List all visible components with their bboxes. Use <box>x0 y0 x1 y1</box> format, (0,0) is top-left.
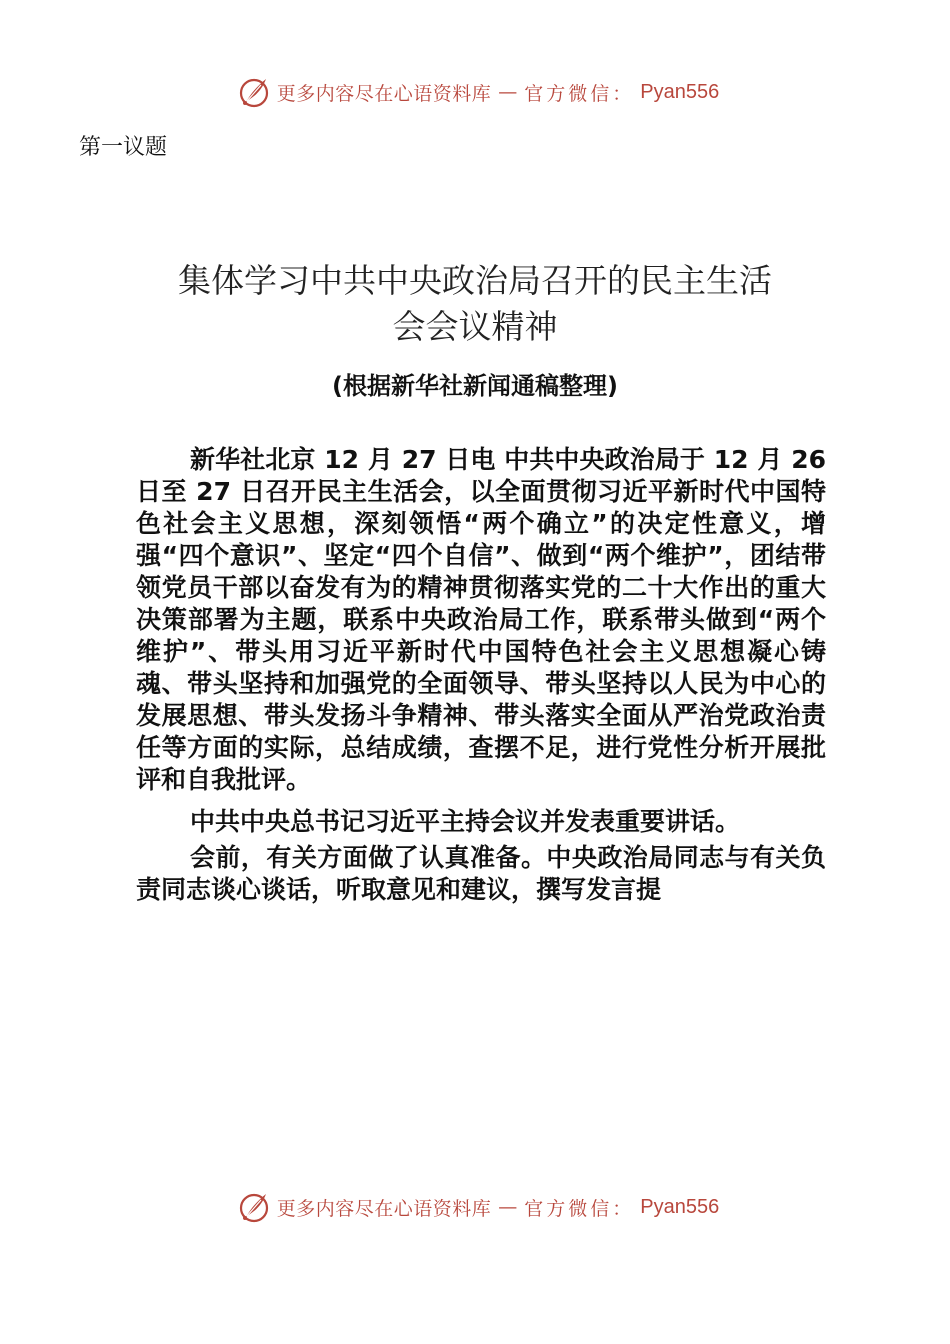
body-paragraph-1: 新华社北京 12 月 27 日电 中共中央政治局于 12 月 26 日至 27 日召开民主生活会，以全面贯彻习近平新时代中国特色社会主义思想，深刻领悟“两个确立”的决定性意义，增强“四个意识”、坚定“四个自信”、做到“两个维护”，团结带领党员干部以奋发有为的精神贯彻落实党的二十大作出的重大决策部署为主题，联系中央政治局工作，联系带头做到“两个维护”、带头用习近平新时代中国特色社会主义思想凝心铸魂、带头坚持和加强党的全面领导、带头坚持以人民为中心的发展思想、带头发扬斗争精神、带头落实全面从严治党政治责任等方面的实际，总结成绩，查摆不足，进行党性分析开展批评和自我批评。 <box>136 445 826 794</box>
watermark-wechat-label: 官方微信： <box>524 82 635 105</box>
watermark-separator: — <box>498 81 518 103</box>
title-line-1: 集体学习中共中央政治局召开的民主生活 <box>178 261 772 300</box>
quill-logo-icon <box>237 1190 271 1224</box>
watermark-banner-top <box>0 72 950 112</box>
watermark-banner-bottom <box>0 1187 950 1227</box>
watermark-banner-inner <box>231 75 720 109</box>
watermark-wechat-label: 官方微信： <box>524 1197 635 1220</box>
watermark-wechat-id: Pyan556 <box>640 1195 720 1218</box>
watermark-wechat-id: Pyan556 <box>640 80 720 103</box>
document-body <box>136 444 826 916</box>
watermark-banner-inner <box>231 1190 720 1224</box>
watermark-text: 更多内容尽在心语资料库 <box>276 82 492 105</box>
quill-logo-icon <box>237 75 271 109</box>
body-paragraph-2: 中共中央总书记习近平主持会议并发表重要讲话。 <box>190 807 741 836</box>
watermark-text: 更多内容尽在心语资料库 <box>276 1197 492 1220</box>
title-line-2: 会会议精神 <box>392 307 558 346</box>
document-title <box>0 258 950 350</box>
topic-label: 第一议题 <box>79 135 168 160</box>
body-paragraph-3: 会前，有关方面做了认真准备。中央政治局同志与有关负责同志谈心谈话，听取意见和建议，撰写发言提 <box>136 843 826 904</box>
document-subtitle: (根据新华社新闻通稿整理) <box>332 372 618 400</box>
watermark-separator: — <box>498 1196 518 1218</box>
